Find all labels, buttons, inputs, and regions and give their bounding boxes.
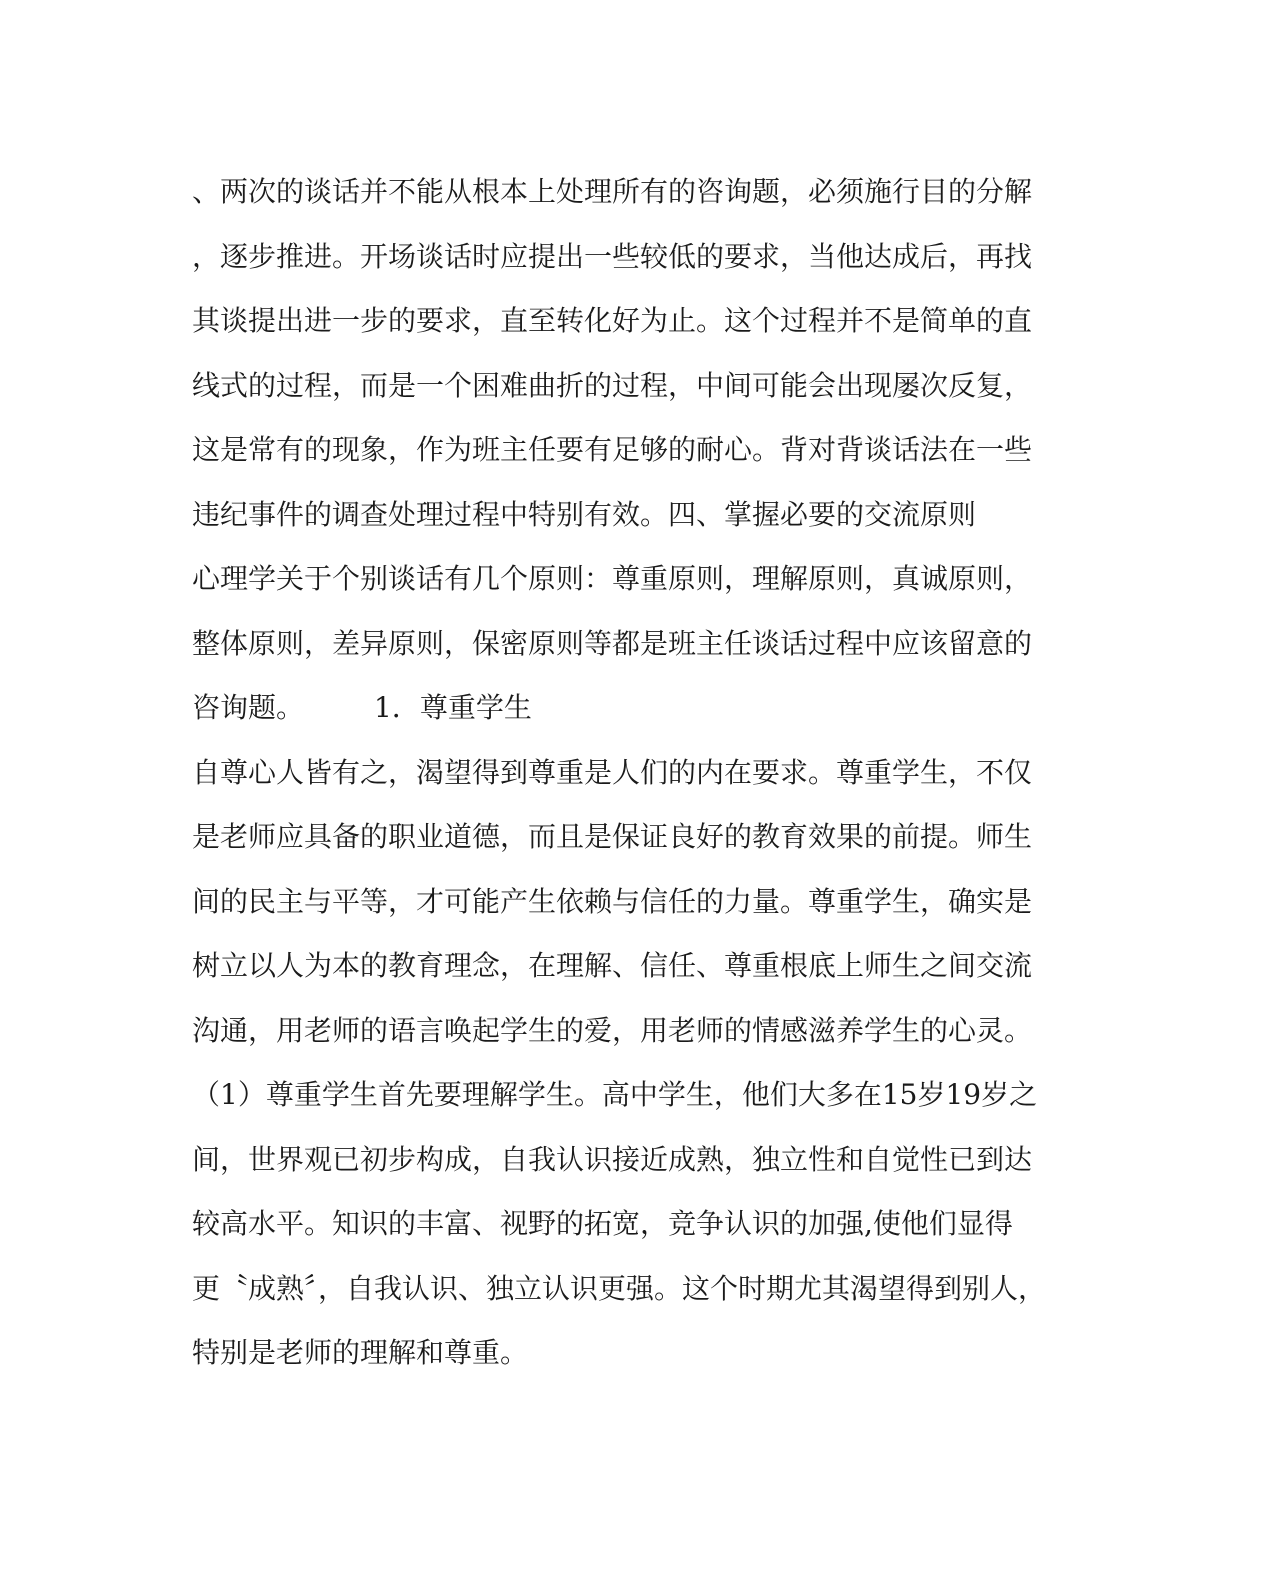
text-line: ，逐步推进。开场谈话时应提出一些较低的要求，当他达成后，再找 — [192, 239, 1033, 273]
body-text — [192, 160, 1062, 1386]
text-line: 这是常有的现象，作为班主任要有足够的耐心。背对背谈话法在一些 — [192, 433, 1033, 466]
text-line: 树立以人为本的教育理念，在理解、信任、尊重根底上师生之间交流 — [192, 949, 1033, 982]
text-line: 整体原则，差异原则，保密原则等都是班主任谈话过程中应该留意的 — [192, 626, 1033, 660]
text-line: 更〝成熟〞，自我认识、独立认识更强。这个时期尤其渴望得到别人， — [192, 1271, 1047, 1305]
text-line: 较高水平。知识的丰富、视野的拓宽，竞争认识的加强,使他们显得 — [192, 1207, 1013, 1240]
text-line: 间的民主与平等，才可能产生依赖与信任的力量。尊重学生，确实是 — [192, 884, 1033, 918]
text-line: （1）尊重学生首先要理解学生。高中学生，他们大多在15岁19岁之 — [192, 1078, 1038, 1111]
text-line: 心理学关于个别谈话有几个原则：尊重原则，理解原则，真诚原则， — [192, 562, 1033, 595]
section-heading-line: 咨询题。 1．尊重学生 — [192, 691, 532, 724]
text-line: 其谈提出进一步的要求，直至转化好为止。这个过程并不是简单的直 — [192, 304, 1033, 337]
text-line: 特别是老师的理解和尊重。 — [192, 1336, 529, 1369]
text-line: 自尊心人皆有之，渴望得到尊重是人们的内在要求。尊重学生，不仅 — [192, 755, 1033, 789]
text-line: 线式的过程，而是一个困难曲折的过程，中间可能会出现屡次反复， — [192, 368, 1033, 402]
text-line: 间，世界观已初步构成，自我认识接近成熟，独立性和自觉性已到达 — [192, 1142, 1033, 1176]
text-line: 沟通，用老师的语言唤起学生的爱，用老师的情感滋养学生的心灵。 — [192, 1013, 1033, 1047]
text-line: 、两次的谈话并不能从根本上处理所有的咨询题，必须施行目的分解 — [192, 175, 1033, 208]
text-line: 违纪事件的调查处理过程中特别有效。四、掌握必要的交流原则 — [192, 497, 977, 531]
text-line: 是老师应具备的职业道德，而且是保证良好的教育效果的前提。师生 — [192, 820, 1033, 853]
